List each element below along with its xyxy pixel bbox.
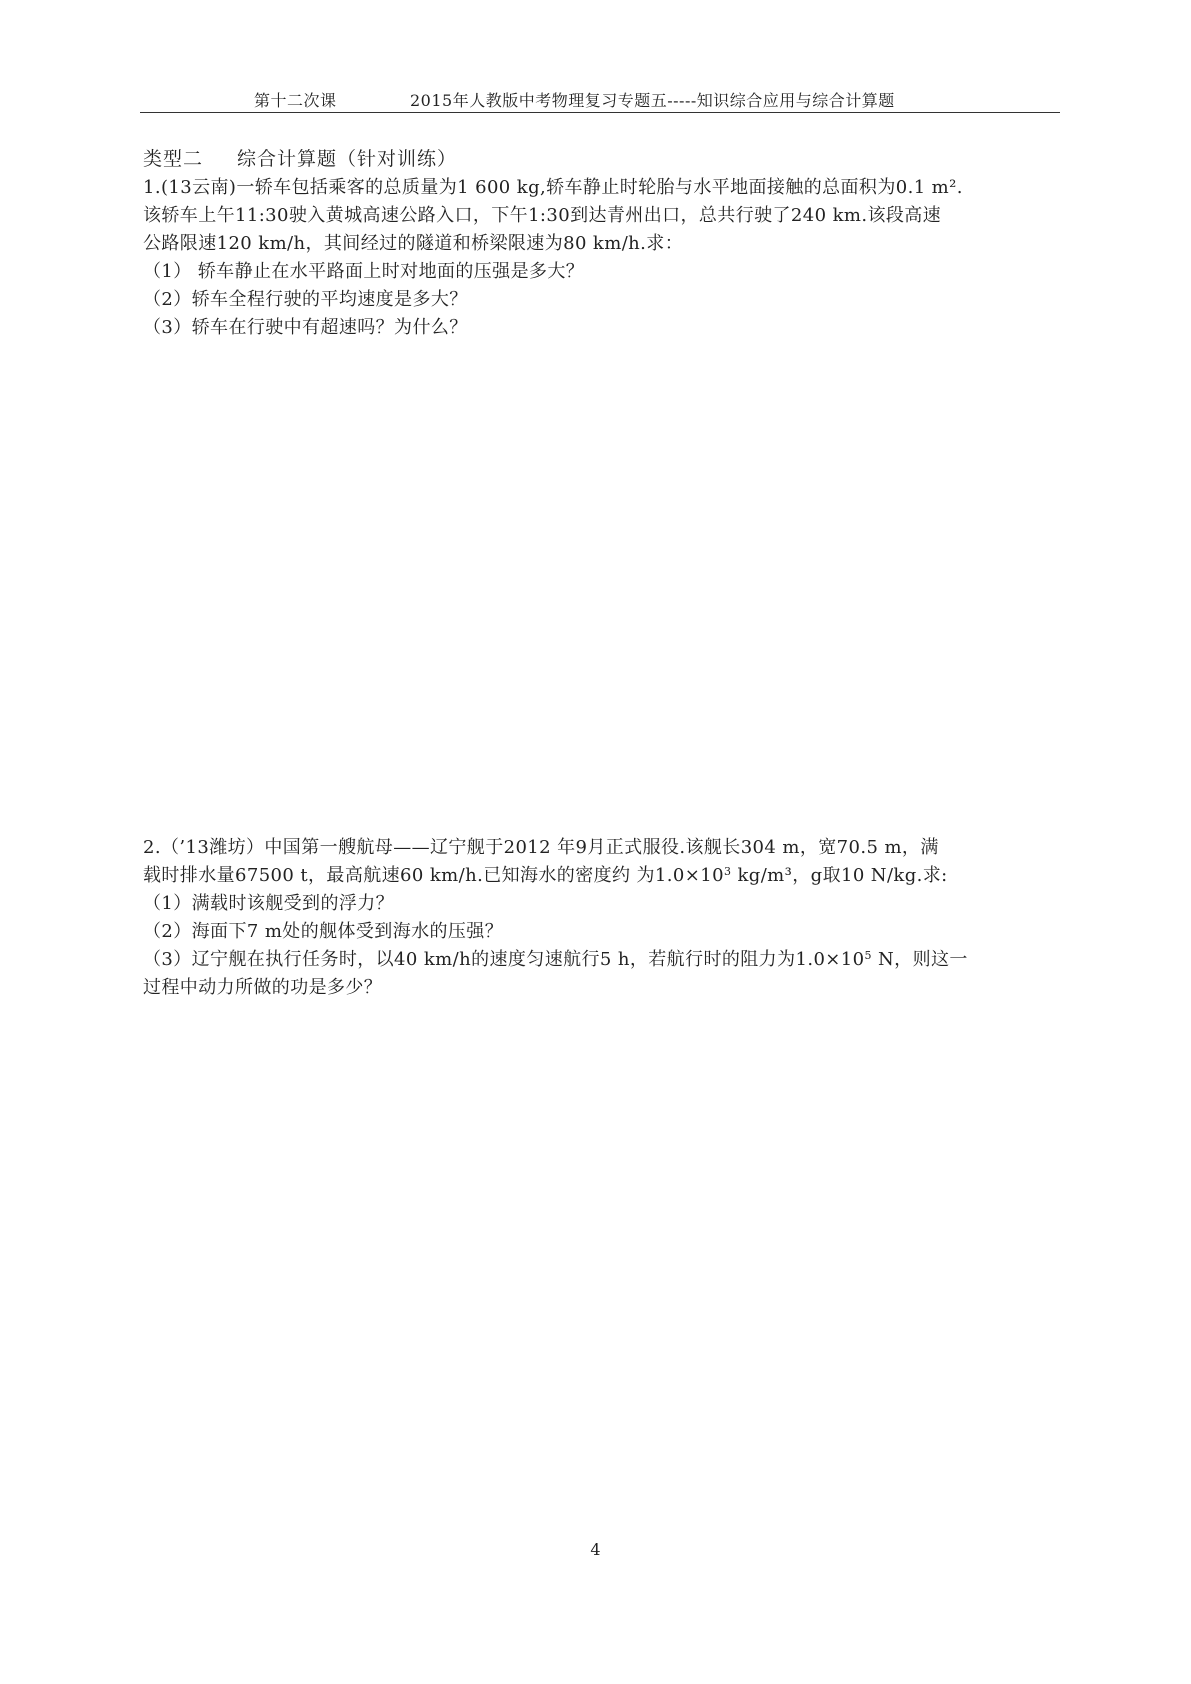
section-title: 综合计算题（针对训练） xyxy=(237,148,458,170)
question-2-sub-2: （2）海面下7 m处的舰体受到海水的压强？ xyxy=(143,921,504,942)
question-2-line-2-text: 载时排水量67500 t，最高航速60 km/h.已知海水的密度约 为1.0×10 xyxy=(143,865,724,886)
page-number: 4 xyxy=(590,1540,601,1559)
question-1-line-2: 该轿车上午11:30驶入黄城高速公路入口，下午1:30到达青州出口，总共行驶了240 km.该段高速 xyxy=(143,205,942,226)
section-heading xyxy=(143,144,457,171)
question-2 xyxy=(143,834,1060,1002)
question-2-sub-3 xyxy=(143,946,1060,974)
question-1-sub-3: （3）轿车在行驶中有超速吗？为什么？ xyxy=(143,317,468,338)
question-1 xyxy=(143,174,1060,342)
question-2-line-1: 2.（’13潍坊）中国第一艘航母——辽宁舰于2012 年9月正式服役.该舰长304 m，宽70.5 m，满 xyxy=(143,837,939,858)
resistance-exponent: 5 xyxy=(864,949,872,962)
question-2-sub-1: （1）满载时该舰受到的浮力？ xyxy=(143,893,395,914)
header-title: 2015年人教版中考物理复习专题五-----知识综合应用与综合计算题 xyxy=(410,91,895,110)
question-2-line-2-tail: kg/m³，g取10 N/kg.求: xyxy=(731,865,948,886)
question-2-sub-3-text: （3）辽宁舰在执行任务时，以40 km/h的速度匀速航行5 h，若航行时的阻力为1.0×10 xyxy=(143,949,865,970)
question-1-line-1: 1.(13云南)一轿车包括乘客的总质量为1 600 kg,轿车静止时轮胎与水平地面接触的总面积为0.1 m². xyxy=(143,177,963,198)
page-header xyxy=(140,86,1060,113)
question-1-sub-2: （2）轿车全程行驶的平均速度是多大？ xyxy=(143,289,468,310)
header-lesson: 第十二次课 xyxy=(254,91,337,110)
question-2-sub-3-tail: N，则这一 xyxy=(871,949,968,970)
section-type-label: 类型二 xyxy=(143,148,204,170)
density-exponent: 3 xyxy=(723,865,732,878)
question-2-line-2 xyxy=(143,862,1060,890)
question-2-line-last: 过程中动力所做的功是多少？ xyxy=(143,977,383,998)
question-1-sub-1: （1） 轿车静止在水平路面上时对地面的压强是多大？ xyxy=(143,261,585,282)
question-1-line-3: 公路限速120 km/h，其间经过的隧道和桥梁限速为80 km/h.求： xyxy=(143,233,684,254)
